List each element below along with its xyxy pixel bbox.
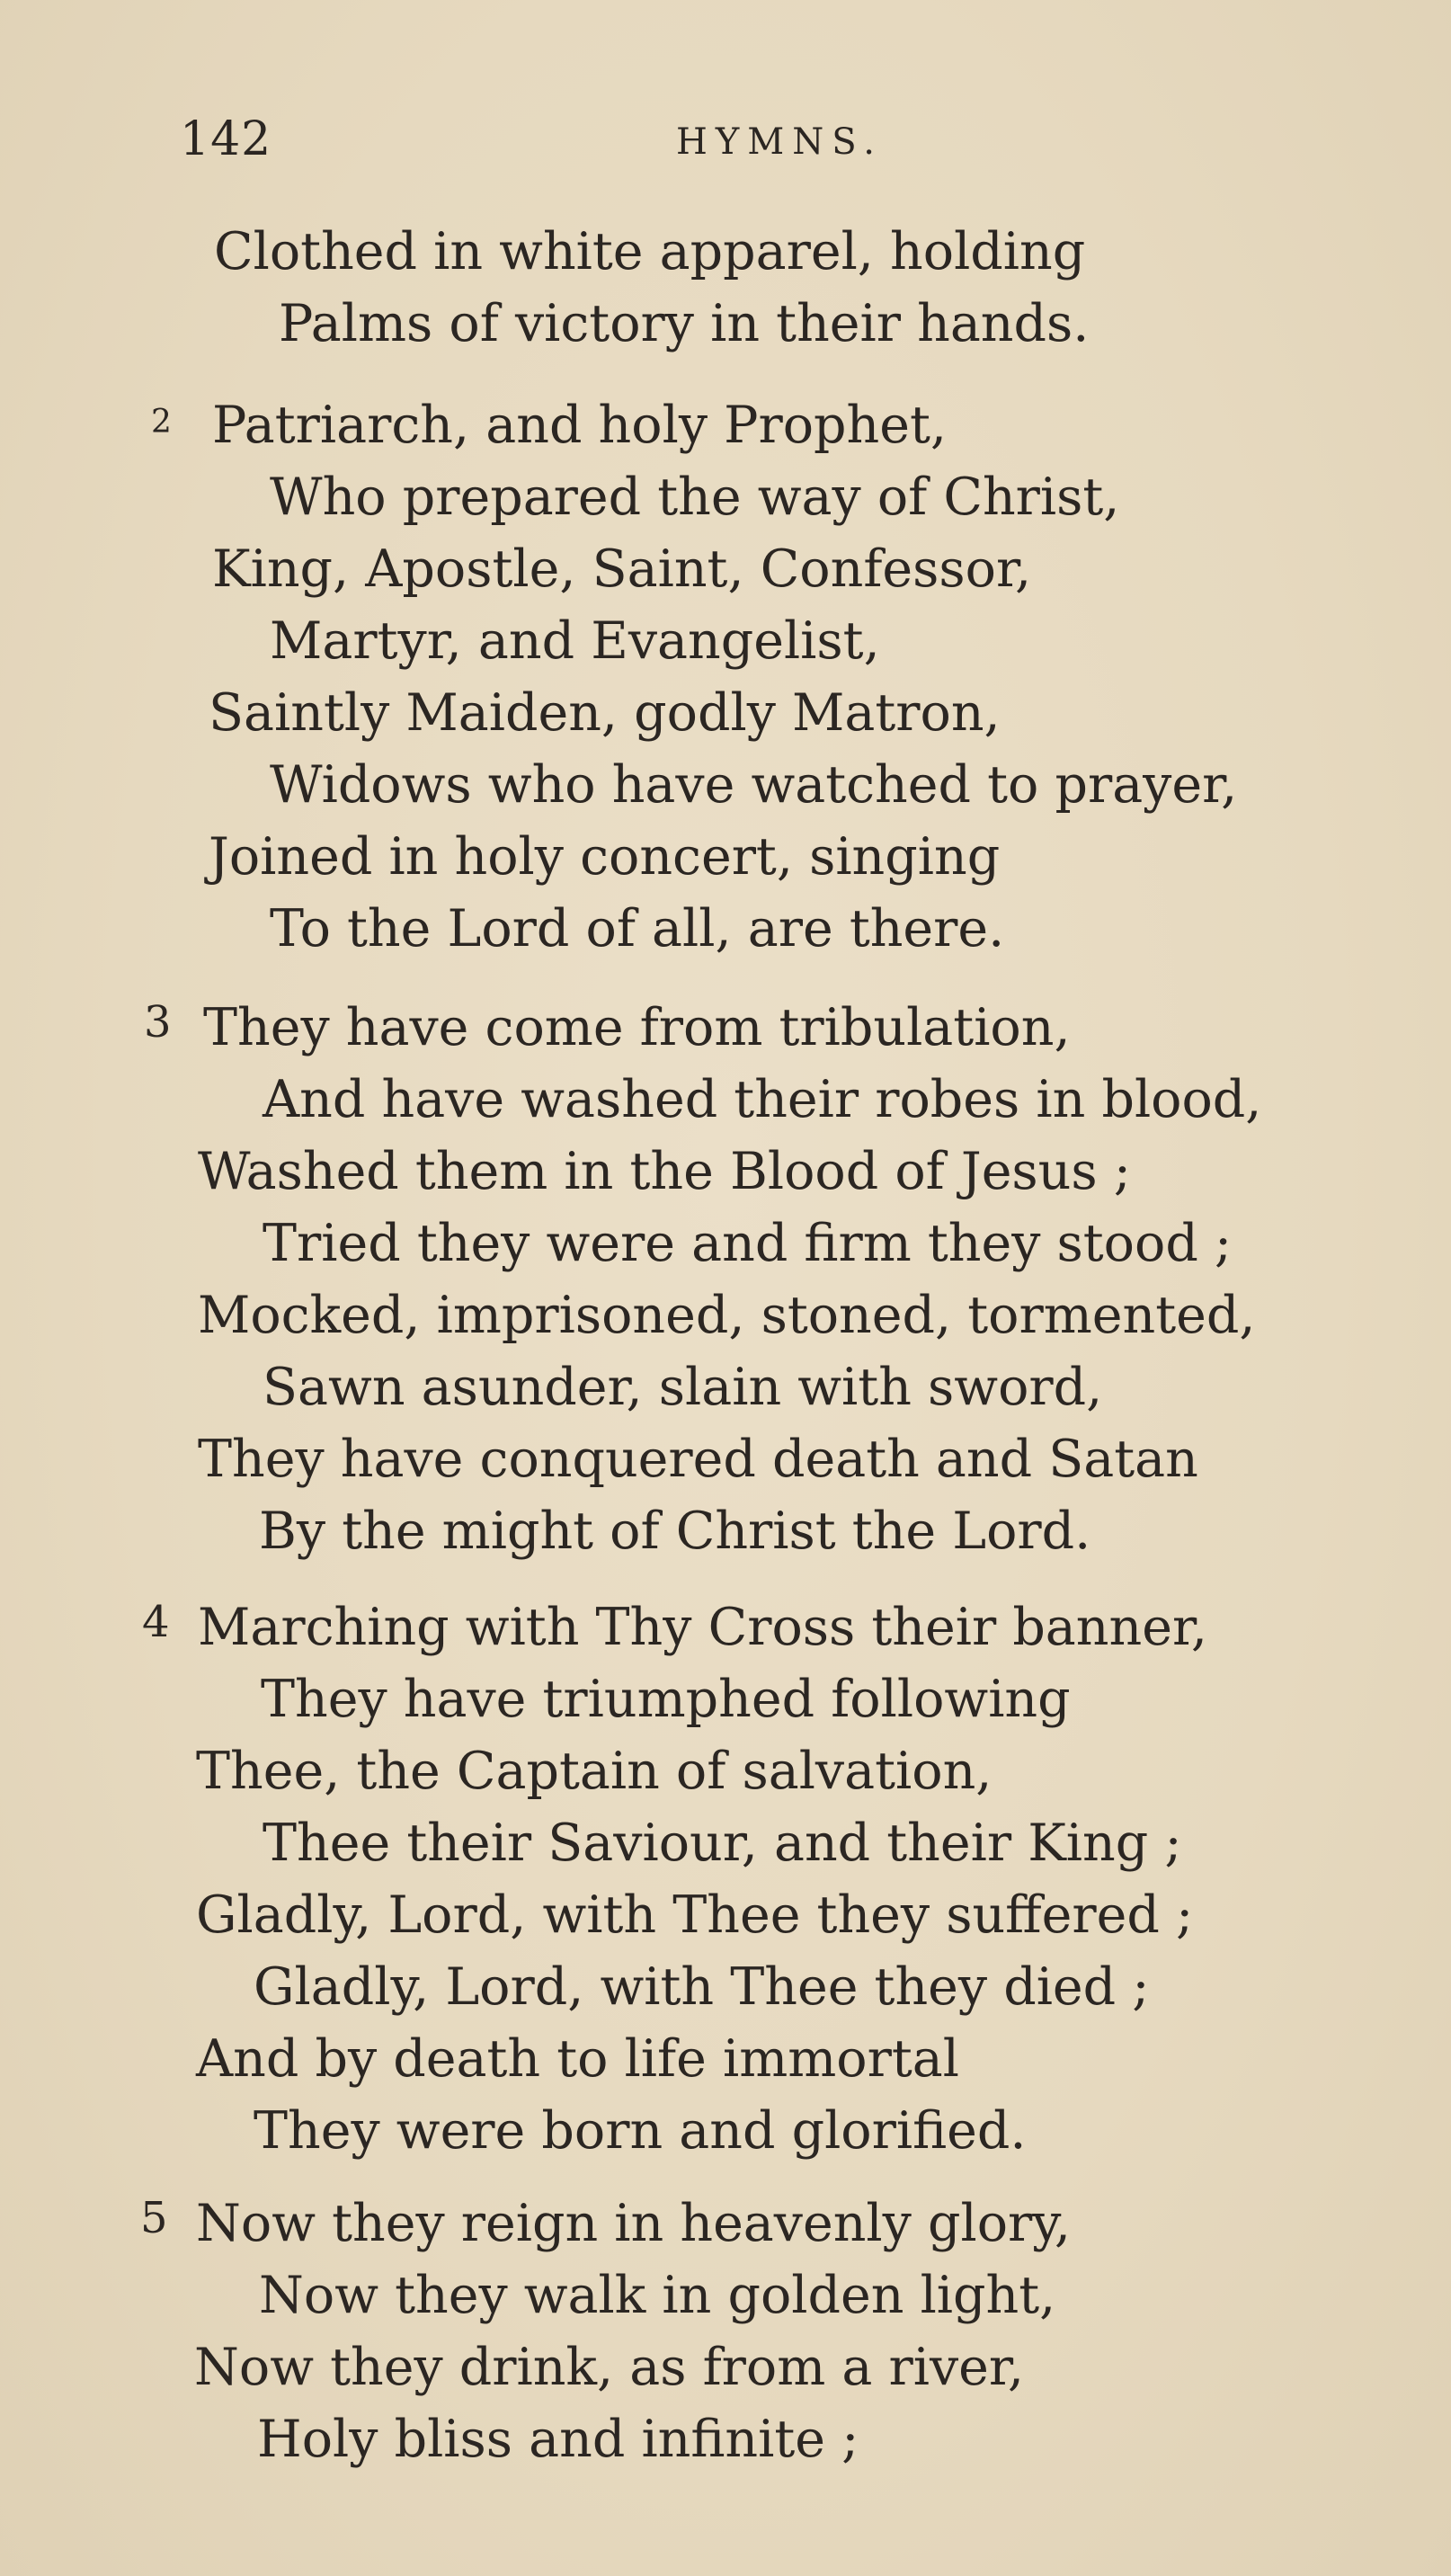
verse-line: Marching with Thy Cross their banner, [198,1598,1208,1657]
verse-line: Mocked, imprisoned, stoned, tormented, [198,1286,1256,1345]
verse-line: They have conquered death and Satan [198,1430,1198,1489]
verse-line: Martyr, and Evangelist, [270,611,880,671]
verse-line: Who prepared the way of Christ, [270,468,1120,527]
verse-number: 5 [140,2193,168,2243]
running-title: HYMNS. [676,121,883,163]
verse-line: Gladly, Lord, with Thee they suffered ; [196,1885,1194,1945]
verse-line: And have washed their robes in blood, [263,1070,1262,1129]
verse-line: King, Apostle, Saint, Confessor, [212,539,1032,599]
verse-line: Gladly, Lord, with Thee they died ; [254,1957,1150,2017]
verse-line: Thee their Saviour, and their King ; [263,1814,1182,1873]
verse-line: Thee, the Captain of salvation, [196,1742,993,1801]
verse-line: They have triumphed following [261,1670,1071,1729]
verse-number: 3 [144,997,172,1047]
page-number: 142 [180,112,272,166]
verse-line: Washed them in the Blood of Jesus ; [198,1142,1131,1201]
verse-line: Now they drink, as from a river, [194,2338,1025,2397]
verse-line: Sawn asunder, slain with sword, [263,1358,1103,1417]
verse-line: By the might of Christ the Lord. [259,1502,1091,1561]
verse-line: To the Lord of all, are there. [270,899,1005,958]
verse-line: They were born and glorified. [254,2101,1027,2161]
verse-number: 4 [142,1597,170,1647]
verse-number: 2 [151,404,172,441]
verse-line: Now they walk in golden light, [259,2266,1056,2325]
verse-line: Tried they were and firm they stood ; [263,1214,1233,1273]
verse-line: Now they reign in heavenly glory, [196,2194,1072,2253]
verse-line: Holy bliss and infinite ; [257,2410,859,2469]
verse-line: Saintly Maiden, godly Matron, [209,683,1001,743]
verse-line: They have come from tribulation, [203,998,1071,1057]
verse-line: And by death to life immortal [196,2029,959,2089]
verse-line: Clothed in white apparel, holding [214,222,1086,281]
verse-line: Patriarch, and holy Prophet, [212,396,948,455]
page-header [0,112,1451,175]
verse-line: Joined in holy concert, singing [209,827,1001,887]
verse-line: Widows who have watched to prayer, [270,755,1238,815]
verse-line: Palms of victory in their hands. [279,294,1090,353]
